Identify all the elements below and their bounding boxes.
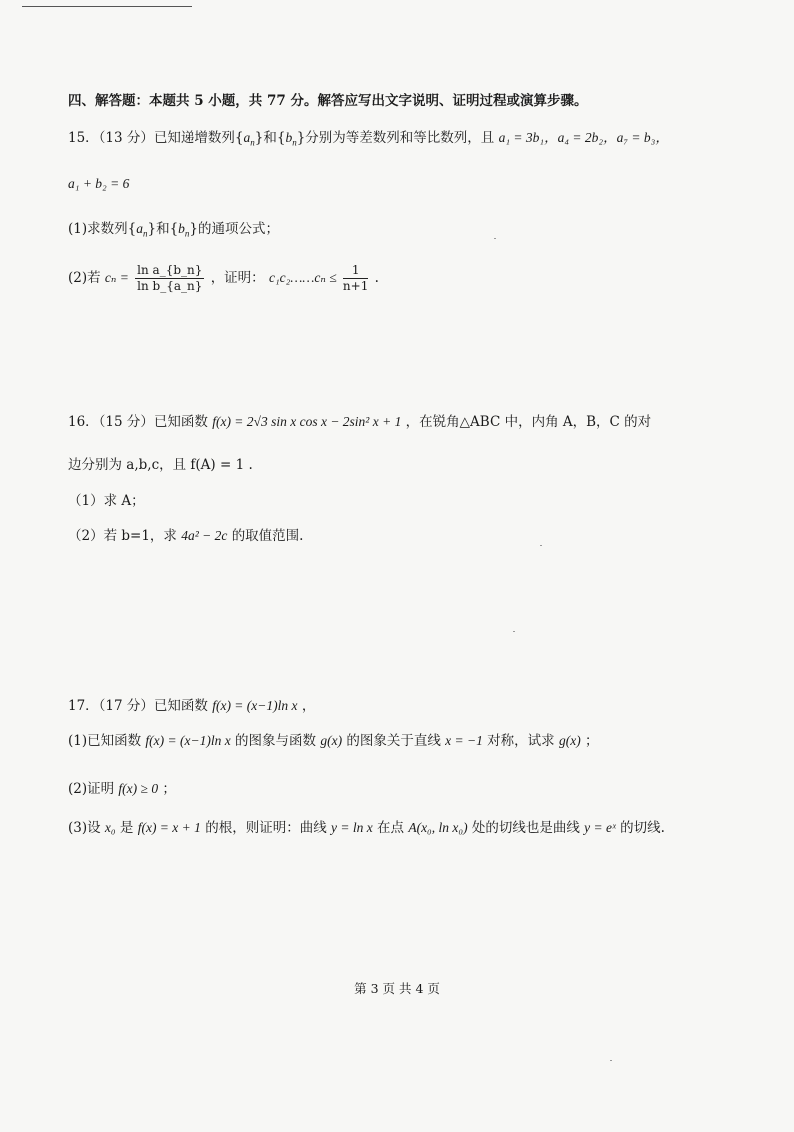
q16-stem-line-2: 边分别为 a,b,c，且 f(A) = 1 . [68,457,253,473]
q15-part-1-rest: 的通项公式； [198,221,279,237]
page-number-footer: 第 3 页 共 4 页 [354,981,440,996]
q16-stem-prefix: 16．（15 分）已知函数 [68,414,208,430]
q16-part-2-rest: 的取值范围. [231,528,304,544]
q15-part-2-end: . [374,270,379,286]
q15-part-2-product: c₁c₂……cₙ ≤ [268,270,337,285]
q17-part-3-curve-1: y = ln x [331,820,373,835]
q17-part-2-prefix: (2)证明 [68,781,115,797]
q17-part-1-g2: g(x) [558,733,581,748]
q15-part-2-cn: cₙ = [104,270,129,285]
q15-part-2-mid: ，证明： [210,270,265,286]
scan-speck [610,1060,612,1061]
q16-stem [68,412,651,432]
scan-speck [494,238,496,239]
q16-function: f(x) = 2√3 sin x cos x − 2sin² x + 1 [212,414,402,429]
q17-part-3 [68,818,665,838]
q17-part-3-equation: f(x) = x + 1 [137,820,201,835]
q17-stem-end: ， [301,698,316,714]
scan-speck [540,545,542,546]
q17-stem-function: f(x) = (x−1)ln x [212,698,298,713]
q15-bound-numerator: 1 [343,263,368,279]
q15-stem-prefix: 15．（13 分）已知递增数列 [68,130,235,146]
q17-part-3-mid: 是 [119,820,134,836]
q15-stem-rest: 分别为等差数列和等比数列，且 [305,130,495,146]
q17-part-3-x0: x₀ [104,820,116,835]
q17-part-3-mid4: 处的切线也是曲线 [471,820,580,836]
q17-part-3-point: A(x₀, ln x₀) [408,820,468,835]
q15-part-1: (1)求数列$\{a_n\}$和$\{b_n\}$的通项公式； [68,221,279,239]
q17-part-1-mid: 的图象与函数 [235,733,317,749]
q15-part-1-and: 和 [156,221,170,237]
q15-condition-1: a₁ = 3b₁，a₄ = 2b₂，a₇ = b₃， [498,130,669,145]
q15-condition-2-text: a₁ + b₂ = 6 [68,176,130,191]
q17-part-1-end: 对称，试求 [487,733,555,749]
q17-part-2-expression: f(x) ≥ 0 [118,781,159,796]
q17-part-1-g: g(x) [320,733,343,748]
scan-speck [513,631,515,632]
q17-part-3-prefix: (3)设 [68,820,101,836]
q15-fraction-numerator: ln a_{b_n} [137,263,203,277]
q15-stem: 15．（13 分）已知递增数列$\{a_n\}$和$\{b_n\}$分别为等差数列和等比数列，且 a₁ = 3b₁，a₄ = 2b₂，a₇ = b₃， [68,130,669,148]
q17-part-3-curve-2: y = eˣ [584,820,616,835]
q17-part-3-mid3: 在点 [377,820,405,836]
q15-condition-2 [68,174,129,194]
q15-part-2-bound [343,263,368,294]
q17-part-1-function: f(x) = (x−1)ln x [145,733,231,748]
section-header: 四、解答题：本题共 5 小题，共 77 分。解答应写出文字说明、证明过程或演算步骤。 [68,93,588,109]
q15-part-2-fraction [135,263,204,294]
q16-part-2 [68,526,303,546]
q15-bound-denominator: n+1 [342,279,369,293]
q17-part-1-line: x = −1 [445,733,483,748]
q15-stem-and: 和 [263,130,277,146]
q17-part-2-end: ； [162,781,176,797]
q16-part-2-expression: 4a² − 2c [181,528,228,543]
q15-part-2 [68,258,379,298]
q17-part-1 [68,731,599,751]
q16-part-2-prefix: （2）若 b=1，求 [68,528,177,544]
q16-stem-rest: ，在锐角△ABC 中，内角 A，B，C 的对 [405,414,652,430]
q15-part-1-prefix: (1)求数列 [68,221,128,237]
q17-part-1-mid2: 的图象关于直线 [346,733,441,749]
q17-part-2 [68,779,176,799]
q17-part-3-mid2: 的根，则证明：曲线 [205,820,327,836]
q17-part-3-end: 的切线. [620,820,665,836]
q15-part-2-prefix: (2)若 [68,270,101,286]
q17-stem-prefix: 17．（17 分）已知函数 [68,698,208,714]
q17-part-1-prefix: (1)已知函数 [68,733,142,749]
q16-part-1: （1）求 A； [68,493,145,509]
scan-top-edge-line [22,6,192,7]
q17-stem [68,696,315,716]
q17-part-1-semicolon: ； [585,733,599,749]
q15-fraction-denominator: ln b_{a_n} [137,279,203,293]
